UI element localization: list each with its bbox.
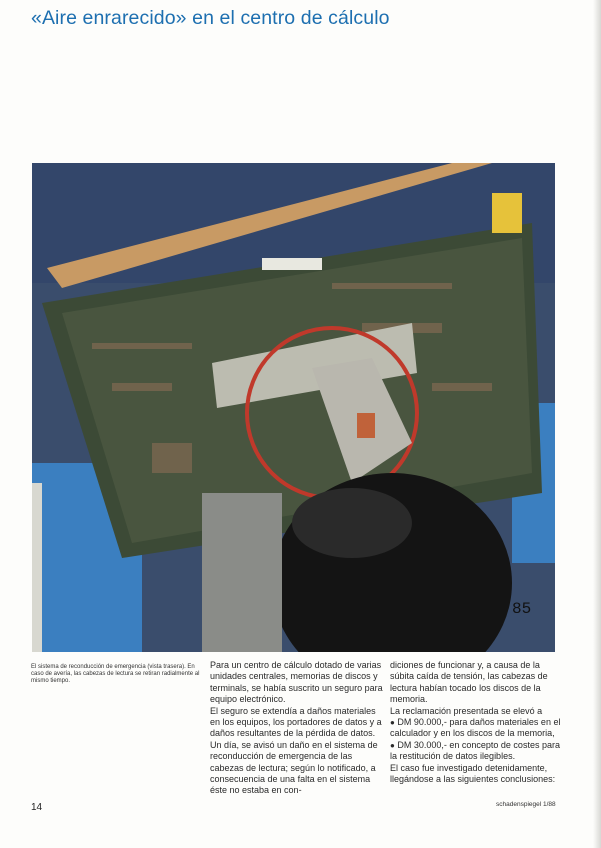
- paragraph: Para un centro de cálculo dotado de varias unidades centrales, memorias de discos y terminals, se había suscrito un seguro para equipo electrónico.: [210, 660, 383, 705]
- bullet-text: DM 90.000,- para daños materiales en el calculador y en los discos de la memoria,: [390, 717, 561, 739]
- page-title: «Aire enrarecido» en el centro de cálculo: [31, 7, 390, 29]
- page-edge-shadow: [593, 0, 601, 848]
- source-reference: schadenspiegel 1/88: [496, 801, 556, 808]
- text-column-2: [390, 660, 565, 785]
- paragraph: El caso fue investigado detenidamente, llegándose a las siguientes conclusiones:: [390, 762, 556, 785]
- bullet-icon: ●: [390, 718, 395, 728]
- bullet-item: [390, 717, 565, 740]
- paragraph: diciones de funcionar y, a causa de la súbita caída de tensión, las cabezas de lectura habían tocado los discos de la memoria.: [390, 660, 548, 705]
- text-column-1: [210, 660, 385, 797]
- paragraph: La reclamación presentada se elevó a: [390, 705, 543, 716]
- bullet-icon: ●: [390, 740, 395, 750]
- photo-caption: El sistema de reconducción de emergencia (vista trasera). En caso de avería, las cabezas de lectura se retiran radialmente al mismo tiempo.: [31, 664, 200, 684]
- photo-emergency-system: [32, 163, 555, 652]
- paragraph: El seguro se extendía a daños materiales en los equipos, los portadores de datos y a daños resultantes de la pérdida de datos. Un día, se avisó un daño en el sistema de reconducción de emergencia de las cabezas de lectura; según lo notificado, a consecuencia de una falta en el sistema éste no estaba en con-: [210, 705, 382, 796]
- page-number: 14: [31, 802, 43, 813]
- bullet-item: [390, 740, 565, 763]
- bullet-text: DM 30.000,- en concepto de costes para la restitución de datos ilegibles.: [390, 739, 560, 762]
- photo-label: 85: [512, 600, 532, 618]
